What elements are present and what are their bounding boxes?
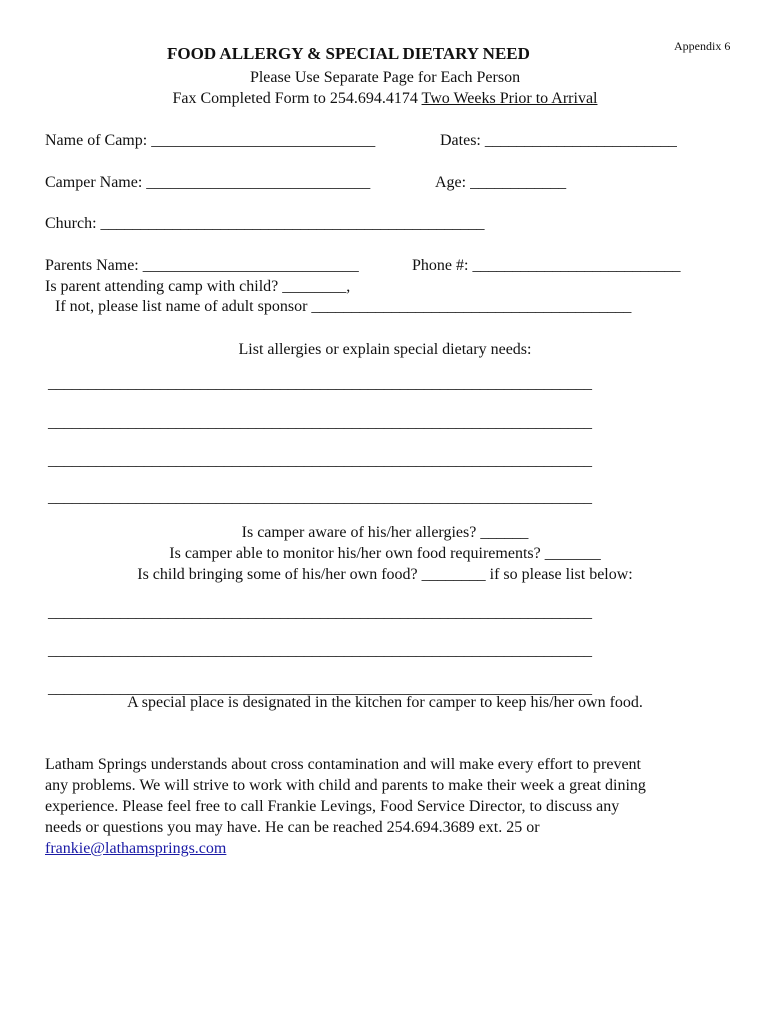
parents-name-field[interactable]: Parents Name: ___________________________ (45, 257, 359, 274)
age-field[interactable]: Age: ____________ (435, 174, 567, 191)
allergies-line-4[interactable]: ____________________________________________________________________ (48, 489, 592, 506)
monitor-question[interactable]: Is camper able to monitor his/her own food requirements? _______ (169, 545, 601, 562)
special-place-note: A special place is designated in the kitchen for camper to keep his/her own food. (127, 694, 643, 711)
footer-line-3: experience. Please feel free to call Frankie Levings, Food Service Director, to discuss any (45, 798, 620, 815)
fax-instructions (0, 89, 770, 109)
church-field[interactable]: Church: ________________________________________________ (45, 215, 485, 232)
phone-field[interactable]: Phone #: __________________________ (412, 257, 681, 274)
aware-question[interactable]: Is camper aware of his/her allergies? ______ (241, 524, 529, 541)
footer-line-4: needs or questions you may have. He can be reached 254.694.3689 ext. 25 or (45, 819, 540, 836)
food-list-line-1[interactable]: ____________________________________________________________________ (48, 604, 592, 621)
fax-number-text: Fax Completed Form to 254.694.4174 (172, 90, 422, 107)
email-link[interactable]: frankie@lathamsprings.com (45, 840, 227, 857)
allergies-prompt: List allergies or explain special dietary needs: (238, 341, 532, 358)
allergies-line-2[interactable]: ____________________________________________________________________ (48, 414, 592, 431)
form-subtitle: Please Use Separate Page for Each Person (249, 69, 521, 86)
appendix-label: Appendix 6 (674, 39, 731, 53)
footer-line-2: any problems. We will strive to work with child and parents to make their week a great dining (45, 777, 646, 794)
adult-sponsor-field[interactable]: If not, please list name of adult sponsor ________________________________________ (55, 298, 632, 315)
food-list-line-3[interactable]: ____________________________________________________________________ (48, 680, 592, 697)
camp-name-field[interactable]: Name of Camp: ____________________________ (45, 132, 376, 149)
food-list-line-2[interactable]: ____________________________________________________________________ (48, 642, 592, 659)
form-title: FOOD ALLERGY & SPECIAL DIETARY NEED (167, 44, 530, 63)
footer-line-1: Latham Springs understands about cross contamination and will make every effort to prevent (45, 756, 641, 773)
allergies-line-1[interactable]: ____________________________________________________________________ (48, 375, 592, 392)
dates-field[interactable]: Dates: ________________________ (440, 132, 677, 149)
parent-attending-field[interactable]: Is parent attending camp with child? ________, (45, 278, 351, 295)
allergies-line-3[interactable]: ____________________________________________________________________ (48, 452, 592, 469)
fax-deadline: Two Weeks Prior to Arrival (421, 90, 598, 107)
camper-name-field[interactable]: Camper Name: ____________________________ (45, 174, 371, 191)
own-food-question[interactable]: Is child bringing some of his/her own food? ________ if so please list below: (137, 566, 633, 583)
